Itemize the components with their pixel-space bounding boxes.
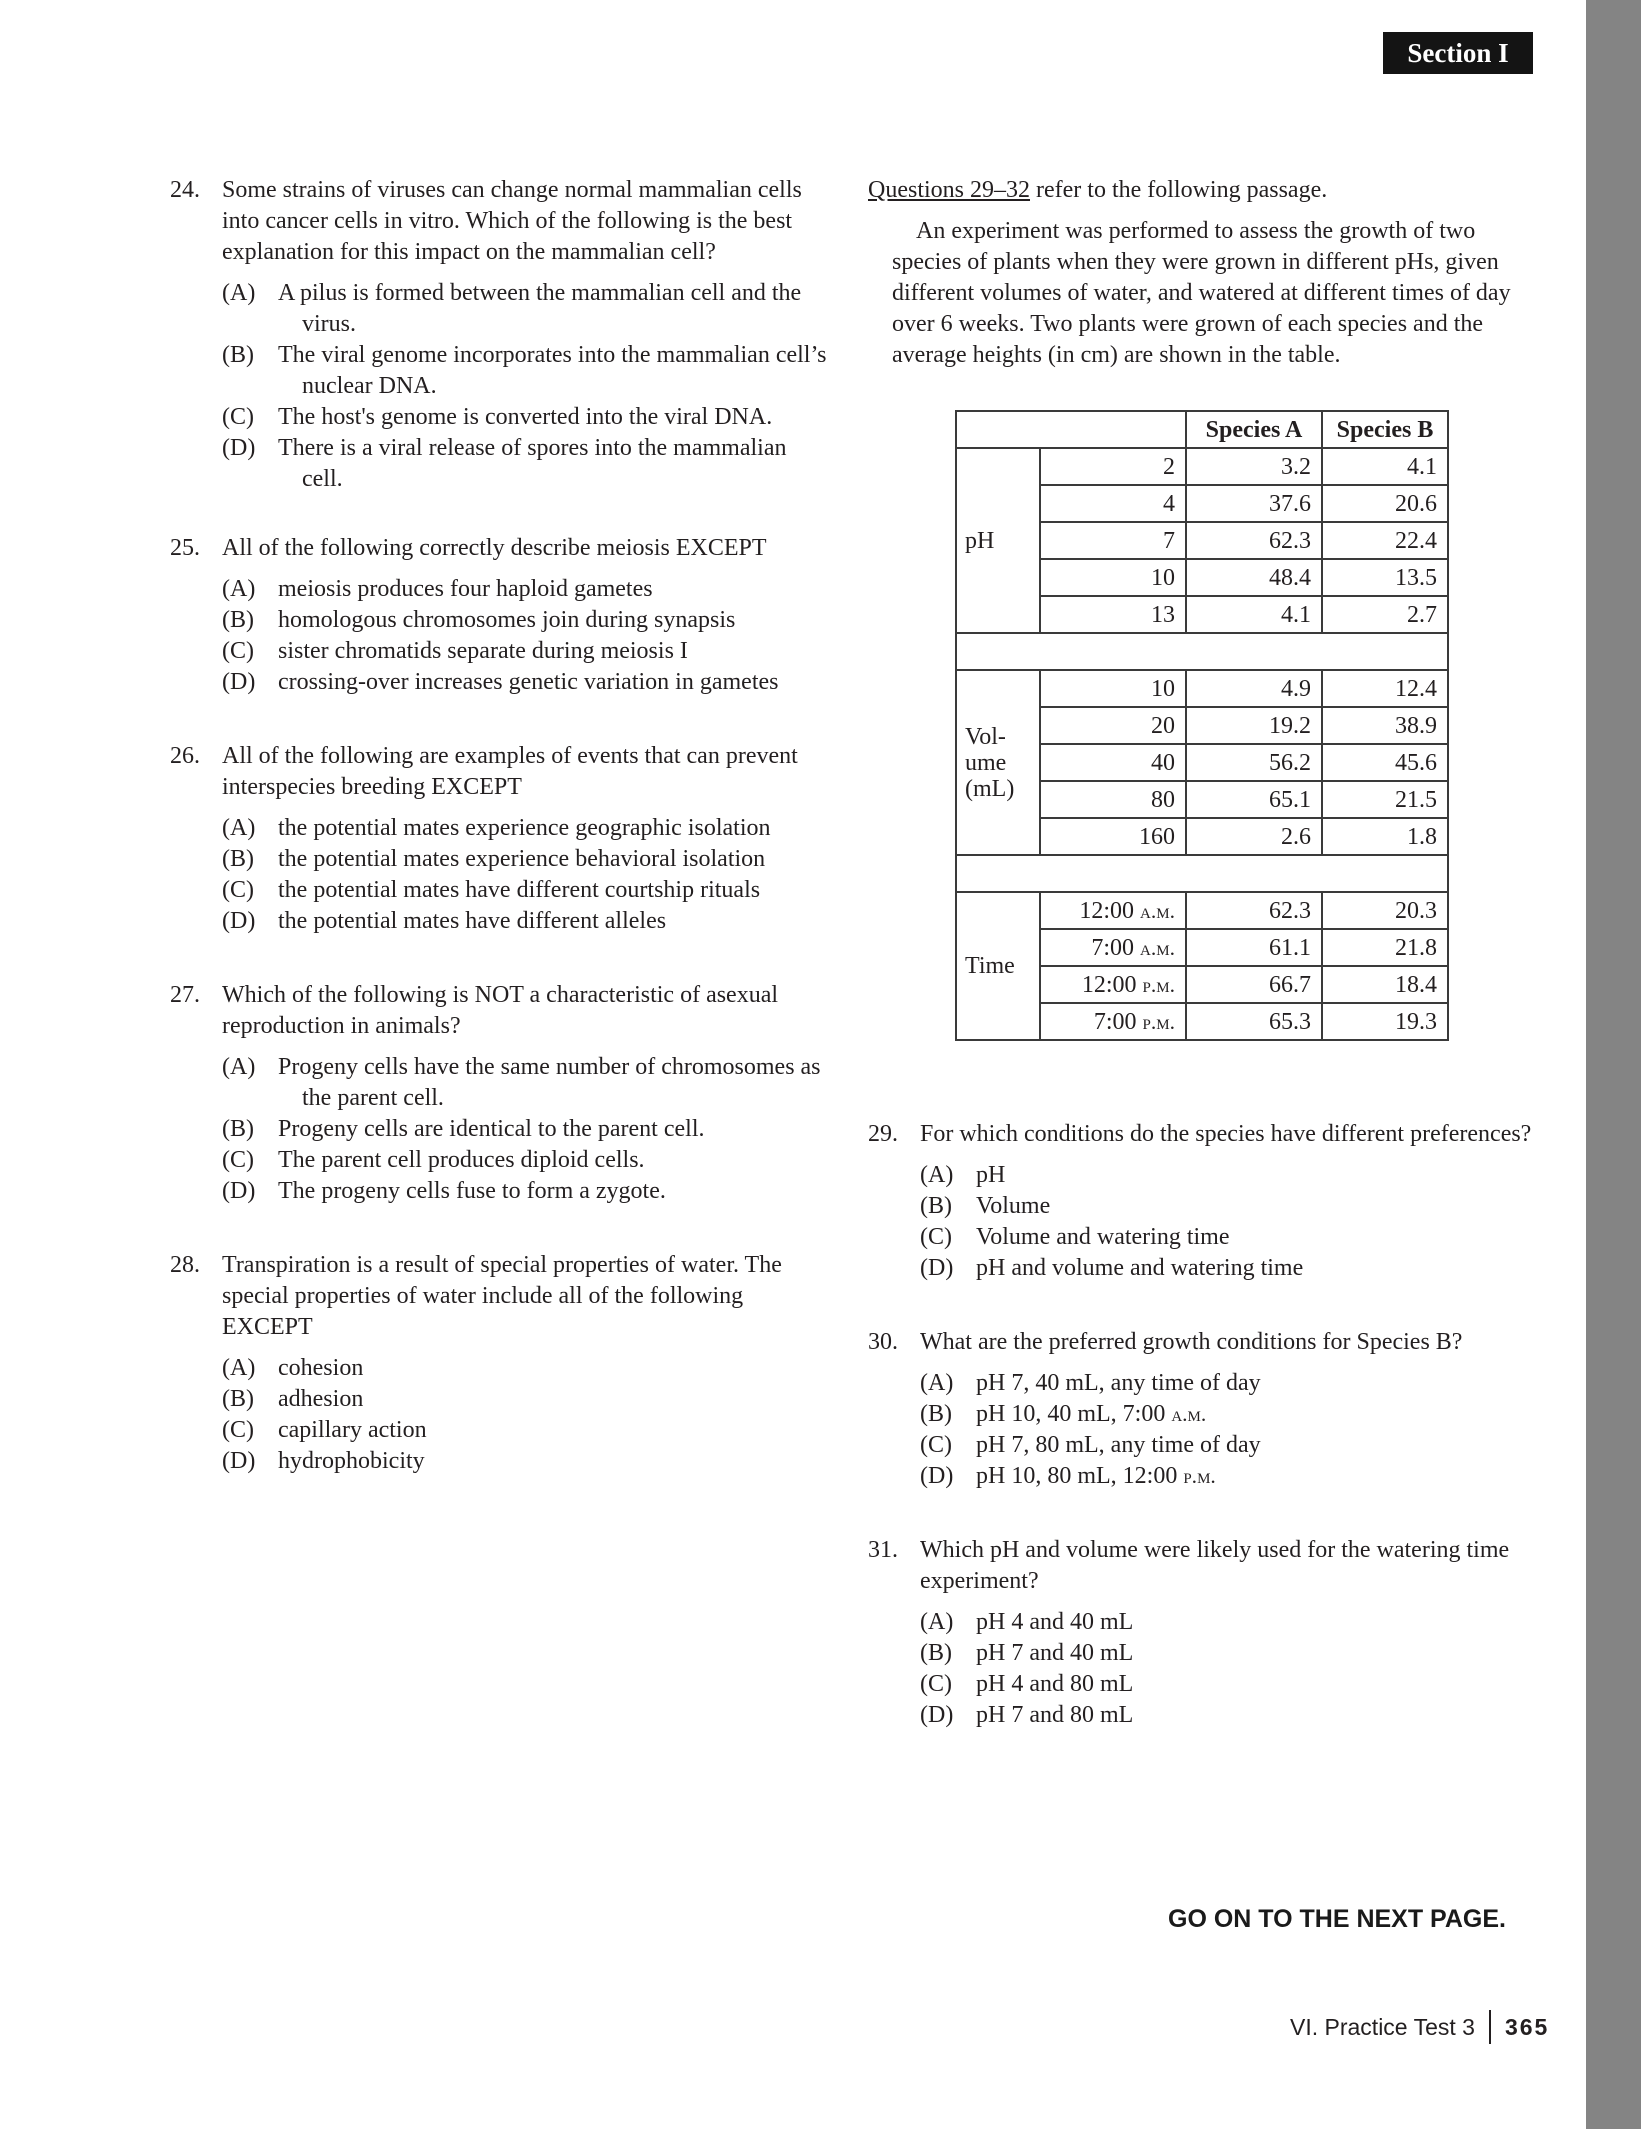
choice-text: the potential mates have different courtship rituals [278,877,761,903]
time-value: 12:00 [1079,897,1135,924]
species-b-cell: 22.4 [1322,522,1448,559]
condition-cell: 10 [1040,670,1186,707]
choice-text: capillary action [278,1417,427,1443]
choice-text: adhesion [278,1386,364,1412]
choice-label: (B) [222,1386,254,1412]
choice-a[interactable] [222,574,830,605]
choice-a[interactable] [222,278,830,340]
choice-label: (B) [920,1640,952,1666]
species-b-cell: 38.9 [1322,707,1448,744]
species-a-cell: 62.3 [1186,522,1322,559]
question-number: 26. [170,743,200,769]
choice-label: (C) [920,1432,952,1458]
choice-label: (A) [920,1162,954,1188]
choice-label: (C) [222,1417,254,1443]
condition-cell [1040,966,1186,1003]
choice-b[interactable] [222,1384,830,1415]
choice-text: pH 7, 40 mL, any time of day [976,1370,1261,1396]
chapter-label: VI. Practice Test 3 [1290,2013,1475,2040]
choice-b[interactable] [222,605,830,636]
question-number: 31. [868,1537,898,1563]
time-period: a.m. [1171,1402,1207,1426]
choice-label: (D) [222,908,256,934]
right-questions [868,1119,1548,1731]
choice-c[interactable] [920,1430,1548,1461]
question-number: 25. [170,535,200,561]
choice-b[interactable] [920,1638,1548,1669]
header-species-b: Species B [1322,411,1448,448]
table-row [956,448,1448,485]
choice-label: (B) [222,607,254,633]
choice-d[interactable] [222,1446,830,1477]
species-b-cell: 45.6 [1322,744,1448,781]
group-label-ph: pH [956,448,1040,633]
choice-b[interactable] [920,1399,1548,1430]
choice-text: pH 7 and 80 mL [976,1702,1134,1728]
species-a-cell: 61.1 [1186,929,1322,966]
choice-label: (A) [920,1609,954,1635]
choice-d[interactable] [222,667,830,698]
choice-text: Progeny cells are identical to the parent cell. [278,1116,705,1142]
question-number: 30. [868,1329,898,1355]
time-value: 7:00 [1093,1008,1137,1035]
go-on-next-page: GO ON TO THE NEXT PAGE. [1168,1905,1507,1933]
choice-label: (B) [222,846,254,872]
choice-label: (A) [920,1370,954,1396]
condition-cell: 80 [1040,781,1186,818]
choice-b[interactable] [920,1191,1548,1222]
species-b-cell: 20.3 [1322,892,1448,929]
choice-text: The progeny cells fuse to form a zygote. [278,1178,666,1204]
question-stem: Which of the following is NOT a characteristic of asexual reproduction in animals? [222,982,779,1039]
table-row [956,670,1448,707]
page-footer [1290,2010,1549,2044]
condition-cell [1040,892,1186,929]
choice-d[interactable] [222,1176,830,1207]
choice-label: (D) [222,669,256,695]
choice-label: (D) [222,1178,256,1204]
choice-label: (B) [920,1193,952,1219]
condition-cell [1040,1003,1186,1040]
growth-data-table [955,410,1449,1041]
question-number: 28. [170,1252,200,1278]
choice-d[interactable] [920,1700,1548,1731]
group-label-time: Time [956,892,1040,1040]
time-value: 7:00 [1091,934,1135,961]
choice-text: hydrophobicity [278,1448,425,1474]
choice-text: Volume and watering time [976,1224,1230,1250]
time-period: a.m. [1140,898,1175,923]
condition-cell: 40 [1040,744,1186,781]
passage-intro [868,175,1528,206]
choice-text: pH 4 and 80 mL [976,1671,1134,1697]
species-a-cell: 4.1 [1186,596,1322,633]
choice-text: Progeny cells have the same number of chromosomes as the parent cell. [278,1054,821,1111]
species-b-cell: 21.8 [1322,929,1448,966]
question-range-ref: Questions 29–32 [868,177,1030,203]
species-a-cell: 37.6 [1186,485,1322,522]
choice-text: crossing-over increases genetic variation in gametes [278,669,779,695]
question-stem: Transpiration is a result of special properties of water. The special properties of water include all of the following EXCEPT [222,1252,782,1340]
choice-label: (A) [222,1054,256,1080]
species-a-cell: 2.6 [1186,818,1322,855]
choice-label: (A) [222,1355,256,1381]
species-b-cell: 18.4 [1322,966,1448,1003]
choice-c[interactable] [920,1222,1548,1253]
time-value: 12:00 [1081,971,1137,998]
time-period: p.m. [1183,1464,1216,1488]
choice-text [976,1461,1548,1492]
section-label: Section I [1383,32,1533,74]
choice-d[interactable] [920,1461,1548,1492]
question-stem: For which conditions do the species have different preferences? [920,1121,1532,1147]
question-25 [170,533,830,698]
choice-label: (D) [920,1702,954,1728]
question-stem: Which pH and volume were likely used for the watering time experiment? [920,1537,1510,1594]
choice-text: the potential mates have different alleles [278,908,667,934]
condition-cell: 20 [1040,707,1186,744]
species-a-cell: 3.2 [1186,448,1322,485]
choice-d[interactable] [920,1253,1548,1284]
choice-a[interactable] [920,1160,1548,1191]
choice-text: The host's genome is converted into the viral DNA. [278,404,773,430]
species-a-cell: 48.4 [1186,559,1322,596]
group-label-line: Vol- [965,723,1006,750]
question-26 [170,741,830,937]
choice-label: (C) [920,1671,952,1697]
footer-divider [1489,2010,1491,2044]
time-period: p.m. [1142,1009,1175,1034]
choice-label: (A) [222,815,256,841]
choice-c[interactable] [222,636,830,667]
choice-text [976,1399,1548,1430]
condition-cell: 4 [1040,485,1186,522]
choice-text: homologous chromosomes join during synapsis [278,607,736,633]
species-a-cell: 62.3 [1186,892,1322,929]
species-b-cell: 12.4 [1322,670,1448,707]
spacer-cell [956,855,1448,892]
species-b-cell: 21.5 [1322,781,1448,818]
time-period: p.m. [1142,972,1175,997]
choice-label: (D) [222,1448,256,1474]
choice-label: (C) [222,877,254,903]
choice-label: (D) [920,1255,954,1281]
choice-label: (D) [222,435,256,461]
question-stem: Some strains of viruses can change normal mammalian cells into cancer cells in vitro. Which of the following is the best explanation for this impact on the mammalian cell? [222,177,802,265]
right-column [868,175,1528,371]
question-27 [170,980,830,1207]
choice-text: cohesion [278,1355,364,1381]
table-row [956,892,1448,929]
group-label-line: ume [965,749,1007,776]
condition-cell: 13 [1040,596,1186,633]
choice-text: There is a viral release of spores into the mammalian cell. [278,435,787,492]
species-a-cell: 56.2 [1186,744,1322,781]
species-b-cell: 4.1 [1322,448,1448,485]
choice-c[interactable] [920,1669,1548,1700]
choice-a[interactable] [222,813,830,844]
choice-label: (C) [222,404,254,430]
table-corner-cell [956,411,1186,448]
intro-text: refer to the following passage. [1030,177,1328,203]
choice-label: (D) [920,1463,954,1489]
choice-text: A pilus is formed between the mammalian cell and the virus. [278,280,802,337]
choice-a[interactable] [920,1368,1548,1399]
choice-c[interactable] [222,875,830,906]
question-24 [170,175,830,495]
choice-label: (B) [920,1401,952,1427]
choice-d[interactable] [222,906,830,937]
choice-label: (A) [222,576,256,602]
spacer-cell [956,633,1448,670]
species-a-cell: 66.7 [1186,966,1322,1003]
species-a-cell: 65.1 [1186,781,1322,818]
species-a-cell: 19.2 [1186,707,1322,744]
choice-c[interactable] [222,1415,830,1446]
choice-label: (B) [222,1116,254,1142]
choice-label: (B) [222,342,254,368]
question-stem: What are the preferred growth conditions for Species B? [920,1329,1463,1355]
time-period: a.m. [1140,935,1175,960]
question-31 [868,1535,1548,1731]
choice-text: meiosis produces four haploid gametes [278,576,653,602]
table-header-row [956,411,1448,448]
choice-text: The viral genome incorporates into the mammalian cell’s nuclear DNA. [278,342,827,399]
condition-cell: 7 [1040,522,1186,559]
species-b-cell: 2.7 [1322,596,1448,633]
question-number: 29. [868,1121,898,1147]
passage-text: An experiment was performed to assess the growth of two species of plants when they were grown in different pHs, given different volumes of water, and watered at different times of day over 6 weeks. Two plants were grown of each species and the average heights (in cm) are shown in the table. [892,218,1511,368]
group-label-line: (mL) [965,775,1015,802]
choice-b[interactable] [222,1114,830,1145]
species-b-cell: 1.8 [1322,818,1448,855]
question-29 [868,1119,1548,1284]
page-edge-tab [1586,0,1641,2129]
choice-c[interactable] [222,402,830,433]
choice-label: (C) [222,638,254,664]
condition-cell [1040,929,1186,966]
species-a-cell: 4.9 [1186,670,1322,707]
question-number: 27. [170,982,200,1008]
choice-c[interactable] [222,1145,830,1176]
question-28 [170,1250,830,1477]
left-column [170,175,830,1477]
species-b-cell: 19.3 [1322,1003,1448,1040]
question-stem: All of the following correctly describe meiosis EXCEPT [222,535,767,561]
page-number: 365 [1504,2013,1550,2040]
condition-cell: 160 [1040,818,1186,855]
choice-text: The parent cell produces diploid cells. [278,1147,645,1173]
question-number: 24. [170,177,200,203]
choice-text: pH and volume and watering time [976,1255,1304,1281]
choice-text: pH 7, 80 mL, any time of day [976,1432,1261,1458]
choice-label: (C) [920,1224,952,1250]
header-species-a: Species A [1186,411,1322,448]
choice-text: pH [976,1162,1006,1188]
choice-text-main: pH 10, 80 mL, 12:00 [976,1463,1184,1489]
choice-a[interactable] [222,1052,830,1114]
choice-text-main: pH 10, 40 mL, 7:00 [976,1401,1172,1427]
group-label-volume [956,670,1040,855]
choice-b[interactable] [222,340,830,402]
choice-text: sister chromatids separate during meiosis I [278,638,688,664]
choice-text: pH 4 and 40 mL [976,1609,1134,1635]
choice-label: (C) [222,1147,254,1173]
choice-a[interactable] [222,1353,830,1384]
table-spacer-row [956,855,1448,892]
question-30 [868,1327,1548,1492]
species-a-cell: 65.3 [1186,1003,1322,1040]
choice-b[interactable] [222,844,830,875]
choice-label: (A) [222,280,256,306]
table-spacer-row [956,633,1448,670]
choice-text: the potential mates experience geographic isolation [278,815,771,841]
choice-text: pH 7 and 40 mL [976,1640,1134,1666]
condition-cell: 10 [1040,559,1186,596]
choice-text: Volume [976,1193,1051,1219]
choice-d[interactable] [222,433,830,495]
question-stem: All of the following are examples of events that can prevent interspecies breeding EXCEPT [222,743,798,800]
species-b-cell: 20.6 [1322,485,1448,522]
choice-text: the potential mates experience behavioral isolation [278,846,766,872]
condition-cell: 2 [1040,448,1186,485]
species-b-cell: 13.5 [1322,559,1448,596]
choice-a[interactable] [920,1607,1548,1638]
